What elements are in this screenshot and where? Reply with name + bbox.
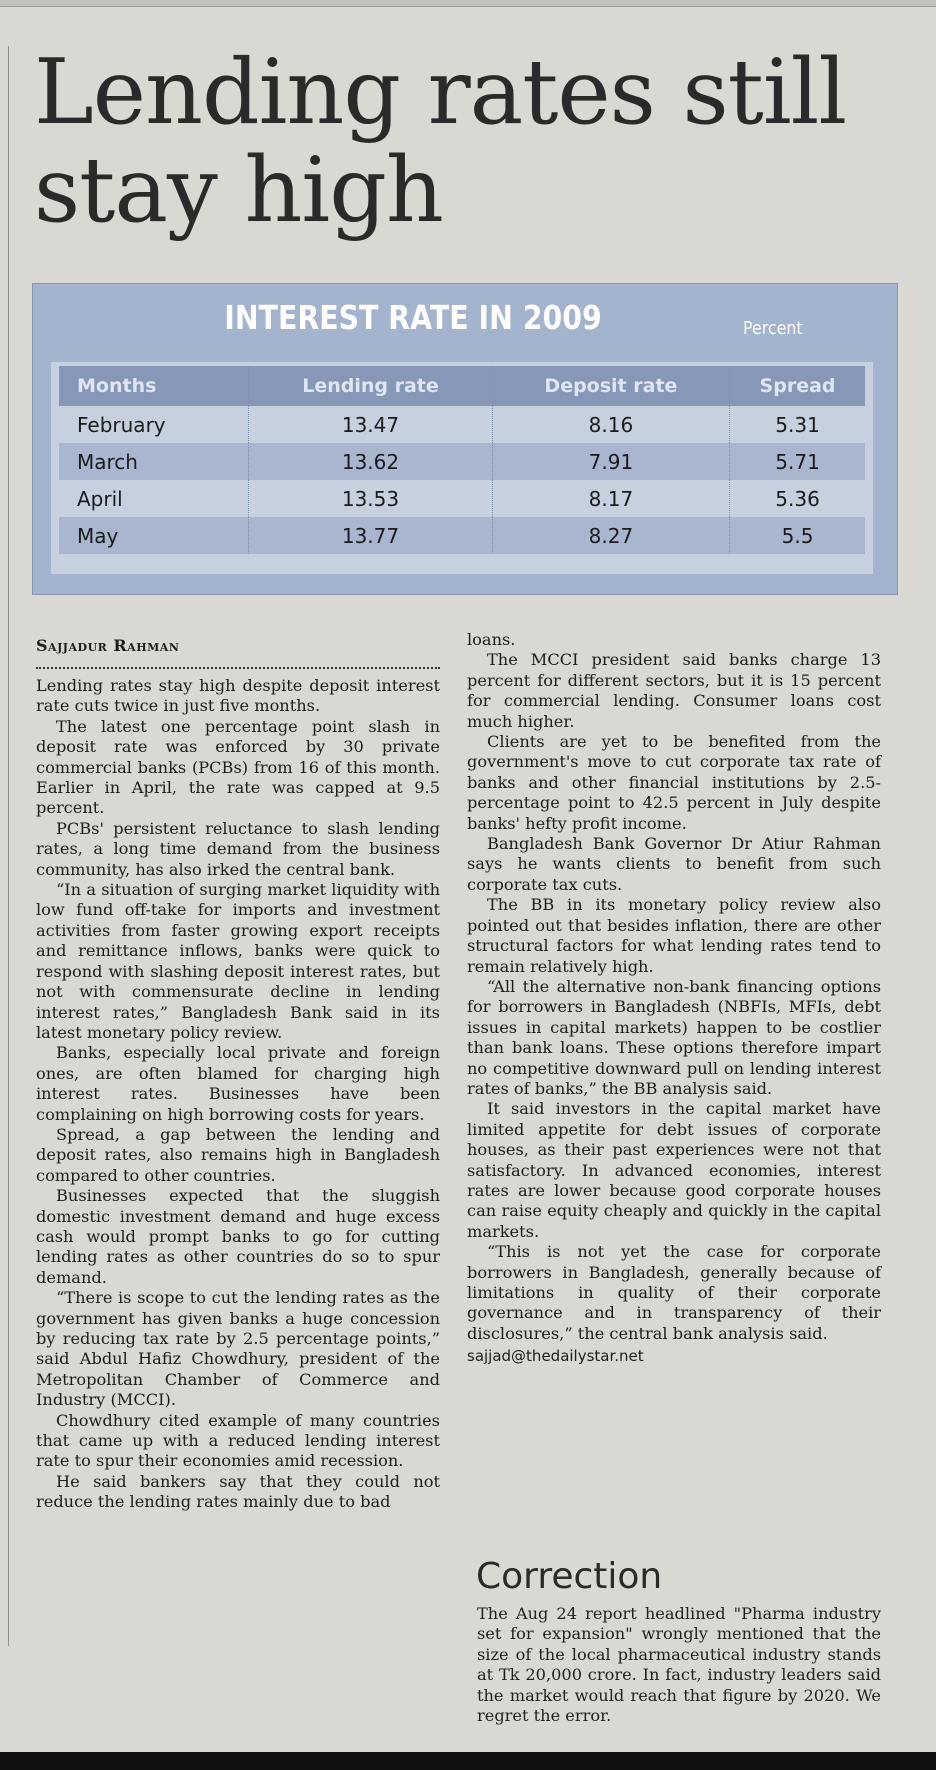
bottom-edge bbox=[0, 1752, 936, 1770]
table-header-row bbox=[59, 366, 865, 406]
cell-month: May bbox=[59, 517, 249, 554]
paragraph: “There is scope to cut the lending rates as the government has given banks a huge concession by reducing tax rate by 2.5 percentage points,” said Abdul Hafiz Chowdhury, president of the Metropolitan Chamber of Commerce and Industry (MCCI). bbox=[36, 1288, 440, 1410]
cell-spread: 5.5 bbox=[730, 517, 865, 554]
paragraph: “All the alternative non-bank financing options for borrowers in Bangladesh (NBFIs, MFIs, debt issues in capital markets) happen to be costlier than bank loans. These options therefore impart no competitive downward pull on lending interest rates of banks,” the BB analysis said. bbox=[467, 976, 881, 1098]
column-rule bbox=[8, 46, 9, 1646]
article-column-left bbox=[36, 676, 440, 1513]
cell-deposit-rate: 8.27 bbox=[492, 517, 729, 554]
table-row bbox=[59, 443, 865, 480]
cell-lending-rate: 13.77 bbox=[249, 517, 493, 554]
paragraph: Lending rates stay high despite deposit interest rate cuts twice in just five months. bbox=[36, 676, 440, 716]
paragraph: PCBs' persistent reluctance to slash lending rates, a long time demand from the business community, has also irked the central bank. bbox=[36, 818, 440, 879]
paragraph: Chowdhury cited example of many countries that came up with a reduced lending interest rate to spur their economies amid recession. bbox=[36, 1410, 440, 1471]
author-email: sajjad@thedailystar.net bbox=[467, 1347, 644, 1366]
table-inner bbox=[51, 362, 873, 574]
table-row bbox=[59, 517, 865, 554]
correction-heading: Correction bbox=[476, 1556, 663, 1597]
cell-deposit-rate: 7.91 bbox=[492, 443, 729, 480]
correction-text: The Aug 24 report headlined "Pharma industry set for expansion" wrongly mentioned that the size of the local pharmaceutical industry stands at Tk 20,000 crore. In fact, industry leaders said the market would reach that figure by 2020. We regret the error. bbox=[477, 1604, 881, 1726]
cell-lending-rate: 13.62 bbox=[249, 443, 493, 480]
paragraph: He said bankers say that they could not reduce the lending rates mainly due to bad bbox=[36, 1471, 440, 1512]
interest-rate-table bbox=[59, 366, 865, 554]
paragraph: “In a situation of surging market liquidity with low fund off-take for imports and investment activities from faster growing export receipts and remittance inflows, banks were quick to respond with slashing deposit interest rates, but not with commensurate decline in lending interest rates,” Bangladesh Bank said in its latest monetary policy review. bbox=[36, 880, 440, 1042]
top-rule bbox=[0, 0, 936, 7]
cell-month: April bbox=[77, 486, 123, 511]
table-title: INTEREST RATE IN 2009 bbox=[224, 298, 602, 337]
paragraph: Clients are yet to be benefited from the government's move to cut corporate tax rate of banks and other financial institutions by 2.5-percentage point to 42.5 percent in July despite banks' hefty profit income. bbox=[467, 732, 881, 833]
paragraph: The MCCI president said banks charge 13 percent for different sectors, but it is 15 percent for commercial lending. Consumer loans cost much higher. bbox=[467, 650, 881, 731]
cell-lending-rate: 13.47 bbox=[249, 406, 493, 443]
paragraph: Bangladesh Bank Governor Dr Atiur Rahman says he wants clients to benefit from such corporate tax cuts. bbox=[467, 834, 881, 894]
headline: Lending rates still stay high bbox=[34, 40, 847, 243]
cell-spread: 5.71 bbox=[730, 443, 865, 480]
paragraph: Businesses expected that the sluggish domestic investment demand and huge excess cash would prompt banks to go for cutting lending rates as other countries do so to spur demand. bbox=[36, 1186, 440, 1287]
cell-spread: 5.31 bbox=[730, 406, 865, 443]
paragraph: Spread, a gap between the lending and deposit rates, also remains high in Bangladesh compared to other countries. bbox=[36, 1124, 440, 1185]
table-unit: Percent bbox=[743, 318, 803, 339]
cell-deposit-rate: 8.16 bbox=[492, 406, 729, 443]
col-header-months: Months bbox=[59, 366, 249, 406]
article-column-right bbox=[467, 630, 881, 1367]
cell-deposit-rate: 8.17 bbox=[492, 480, 729, 517]
col-header-spread: Spread bbox=[730, 366, 865, 406]
cell-lending-rate: 13.53 bbox=[249, 480, 493, 517]
correction-body bbox=[477, 1604, 881, 1726]
table-row bbox=[59, 480, 865, 517]
interest-rate-table-panel bbox=[32, 283, 898, 595]
paragraph: The latest one percentage point slash in deposit rate was enforced by 30 private commercial banks (PCBs) from 16 of this month. Earlier in April, the rate was capped at 9.5 percent. bbox=[36, 716, 440, 818]
table-row bbox=[59, 406, 865, 443]
paragraph: Banks, especially local private and foreign ones, are often blamed for charging high interest rates. Businesses have been complaining on high borrowing costs for years. bbox=[36, 1043, 440, 1124]
paragraph: “This is not yet the case for corporate borrowers in Bangladesh, generally because of limitations in quality of their corporate governance and in transparency of their disclosures,” the central bank analysis said. bbox=[467, 1242, 881, 1343]
col-header-deposit-rate: Deposit rate bbox=[492, 366, 729, 406]
cell-month: March bbox=[59, 443, 249, 480]
paragraph: It said investors in the capital market have limited appetite for debt issues of corporate houses, as their past experiences were not that satisfactory. In advanced economies, interest rates are lower because good corporate houses can raise equity cheaply and quickly in the capital markets. bbox=[467, 1099, 881, 1241]
col-header-lending-rate: Lending rate bbox=[249, 366, 493, 406]
byline-divider bbox=[36, 667, 440, 669]
cell-spread: 5.36 bbox=[730, 480, 865, 517]
byline: Sajjadur Rahman bbox=[36, 636, 180, 655]
paragraph: loans. bbox=[467, 630, 516, 649]
cell-month: February bbox=[77, 412, 166, 437]
paragraph: The BB in its monetary policy review also pointed out that besides inflation, there are other structural factors for what lending rates tend to remain relatively high. bbox=[467, 895, 881, 976]
